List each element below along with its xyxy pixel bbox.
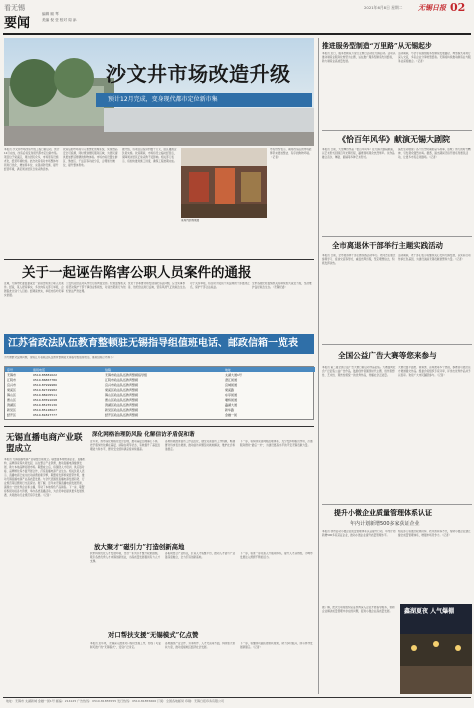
lead-body-col-4: 市民纷纷表示，期待改造后的市场能够带来更加整洁、有序的购物环境。（记者） <box>270 148 312 159</box>
right-rule-3 <box>322 344 472 345</box>
talent-headline: 放大聚才“磁引力”打造创新高地 <box>94 543 185 551</box>
quality-body-1: 本报讯 我市启动小微企业质量管理体系认证提升行动，年内计划新增500多家获证企业，推动小微企业提升质量管理水平。 <box>322 530 396 537</box>
masthead <box>0 0 474 36</box>
assistance-body-2: 各地围绕产业合作、劳务协作、人才交流等方面，持续加大帮扶力度，推动受援地区经济社会发展。 <box>165 642 236 649</box>
table-header-cell: 地址 <box>225 367 232 372</box>
table-cell: 东亭街道 <box>225 393 238 397</box>
retirees-body-1: 本报讯 日前，全市离退休干部主题实践活动举行。老同志们通过参观学习、座谈交流等形式，重温光辉历程，坚定理想信念，积极发挥余热。 <box>322 254 396 265</box>
table-cell: 江阴市 <box>7 378 17 382</box>
table-cell: 宜兴市 <box>7 383 17 387</box>
table-cell: 锡山区 <box>7 393 17 397</box>
right-rule-4 <box>322 504 472 505</box>
livestream-headline: 无锡直播电商产业联盟成立 <box>6 433 83 454</box>
lead-photo-caption: 菜场内部效果图 <box>181 219 200 222</box>
market-interior-image <box>181 148 267 218</box>
right-rule-2 <box>322 236 472 237</box>
service-manufacturing-body-1: 本报讯 近日，服务型制造万里行主题日活动在无锡启动。活动以推动制造业服务化转型为主题，旨在推广服务型制造先进经验，助力制造业高质量发展。 <box>322 52 396 63</box>
table-cell: 惠山区政法队伍教育整顿 <box>105 398 139 402</box>
table-header-cell: 信箱 <box>105 367 112 372</box>
table-cell: 新吴区 <box>7 408 17 412</box>
table-cell: 梁溪路 <box>225 388 235 392</box>
table-cell: 无锡市 <box>7 373 17 377</box>
table-header-row <box>5 367 315 372</box>
talent-body-1: 我市持续优化人才发展环境，出台一系列引才聚才政策措施，吸引各类优秀人才来锡创新创业，为高质量发展提供有力人才支撑。 <box>90 552 161 563</box>
grid-governance-body-3: 下一步，将持续完善网格治理体系，充分发挥网格员作用，打通服务群众“最后一米”，为建设更高水平的平安无锡贡献力量。 <box>240 440 313 447</box>
table-cell: 0510-86867780 <box>33 378 57 382</box>
night-scene-photo <box>400 604 472 694</box>
table-cell: 新华路 <box>225 408 235 412</box>
court-body-col-2: 公安机关依法对其作出行政拘留处罚。纪检监察机关将坚决保护干部干事创业积极性，对诬告陷害行为依纪依法严肃处理。 <box>66 282 126 293</box>
table-cell: 0510-82729982 <box>33 388 57 392</box>
lead-headline: 沙文井市场改造升级 <box>106 62 291 86</box>
court-body-col-5: 全市各级纪检监察机关将持续加大查处力度，坚决维护良好政治生态。（无锡纪委） <box>252 282 312 289</box>
table-cell: 0510-81827777 <box>33 413 57 417</box>
lead-subhead <box>96 93 312 107</box>
ad-contest-body-1: 本报讯 第二届全国公益广告大赛日前启动作品征集。大赛面向社会广泛征集公益广告作品，鼓励创作者围绕时代主题，创作思想性、艺术性、观赏性相统一的优秀作品，传播社会正能量。 <box>322 366 396 377</box>
table-header-cell: 序号 <box>7 367 14 372</box>
hotline-intro: 为方便群众反映问题，现将江苏省政法队伍教育整顿驻无锡指导组值班电话、邮政信箱公布如下： <box>4 356 116 359</box>
court-body-col-4: 对于失实举报，将及时为受到不实反映的干部澄清正名，保护干部合法权益。 <box>190 282 250 289</box>
table-cell: 江阴市政法队伍教育整顿 <box>105 378 139 382</box>
theatre-headline: 《恰百年风华》献演无锡大剧院 <box>338 134 450 144</box>
market-exterior-image <box>4 38 314 146</box>
night-crowd-image <box>400 604 472 694</box>
table-cell: 经开区政法队伍教育整顿 <box>105 413 139 417</box>
retirees-headline: 全市离退休干部举行主题实践活动 <box>332 241 443 250</box>
column-separator <box>318 38 319 694</box>
table-cell: 0510-85881022 <box>33 373 57 377</box>
bottom-section-rule <box>4 426 314 427</box>
ad-contest-body-2: 大赛设置平面类、视频类、音频类等多个类别，参赛者可通过官方渠道提交作品。组委会将组织专家评审，评选出优秀作品并予以表彰。欢迎广大市民踊跃参与。（记者） <box>398 366 471 377</box>
retirees-body-2: 活动期间，老干部们表示将继续关心支持无锡发展，以实际行动传承红色基因，为建设美丽无锡贡献智慧和力量。（记者） <box>398 254 471 261</box>
court-top-rule <box>4 259 314 260</box>
section-title: 要闻 <box>4 16 31 31</box>
table-cell: 0510-85155130 <box>33 403 57 407</box>
table-cell: 0510-87999980 <box>33 383 57 387</box>
table-cell: 0510-88205511 <box>33 393 57 397</box>
table-cell: 梁溪区政法队伍教育整顿 <box>105 388 139 392</box>
masthead-rule <box>3 33 471 35</box>
table-cell: 0510-85128027 <box>33 408 57 412</box>
talent-body-3: 下一步，将进一步完善人才服务体系，提升人才获得感，为城市发展注入源源不断的活力。 <box>240 552 313 559</box>
lead-body-col-3: 据介绍，该项目总投资约数千万元，由区属国企负责实施。改造期间，市场将设立临时经营点，保障周边居民正常采购不受影响。相关部门表示，将加快推进施工进度，确保工程按期完成。 <box>122 148 177 163</box>
lead-body-col-2: 改造后的市场将引入智慧化管理系统，实现食品安全可追溯，同时规划便民服务区域，为居民提供更加舒适便捷的购物体验。市场内将设置生鲜区、熟食区、干货区等功能分区，合理划分摊位，提升整体形象。 <box>63 148 118 167</box>
court-headline: 关于一起诬告陷害公职人员案件的通报 <box>22 265 252 281</box>
table-cell: 0510-83591098 <box>33 398 57 402</box>
paper-name: 无锡日报 <box>418 3 446 12</box>
table-cell: 宜城街道 <box>225 383 238 387</box>
quality-headline: 提升小微企业质量管理体系认证 <box>334 508 432 517</box>
issue-date: 2021年6月8日 星期二 <box>364 5 403 10</box>
theatre-body-1: 本报讯 日前，大型舞台作品《恰百年风华》在无锡大剧院献演，以艺术形式回顾百年光辉历程，赢得现场观众热烈掌声。该作品融合音乐、舞蹈、朗诵等多种艺术形式。 <box>322 148 396 159</box>
footer-text: 地址：无锡市 太湖新城 金融一街1号 邮编：214125 广告热线：0510-81855555 发行热线：0510-81855666 订阅：全国各地邮局 印刷：无锡日报印务有限公司 <box>6 699 225 703</box>
table-cell: 宜兴市政法队伍教育整顿 <box>105 383 139 387</box>
hotline-table <box>4 366 314 420</box>
grid-governance-body-1: 近年来，我市深化网格化社会治理，推动基层治理重心下移，把矛盾纠纷化解在基层、消除在萌芽状态，有效提升了基层治理能力和水平，群众安全感和满意度持续提高。 <box>90 440 161 451</box>
table-cell: 经开区 <box>7 413 17 417</box>
talent-body-2: 各板块结合产业特点，打造人才集聚平台，推动人才链与产业链深度融合，全力打造创新高地。 <box>165 552 236 559</box>
assistance-body-1: 本报讯 近年来，无锡深入推进对口帮扶支援工作，形成了可复制可推广的“无锡模式”，受到广泛肯定。 <box>90 642 161 649</box>
table-cell: 梁溪区 <box>7 388 17 392</box>
editor-line-1: 编辑 顾 琴 <box>42 12 59 16</box>
quality-body-3: 据了解，此次行动将组织认证机构深入企业开展指导服务，帮助企业解决质量管理中存在的问题，促进小微企业高质量发展。 <box>322 606 395 613</box>
editor-line-2: 美编 倪 莹 校对 周 添 <box>42 18 77 22</box>
court-body-col-1: 近期，无锡市纪委监委查处一起诬告陷害公职人员案件。经查，某人捏造事实，多次向有关部门举报，企图借此达到个人目的。经调查核实，举报内容均无事实依据。 <box>4 282 64 297</box>
table-cell: 蠡湖大道 <box>225 403 238 407</box>
table-cell: 堰桥街道 <box>225 398 238 402</box>
hotline-headline: 江苏省政法队伍教育整顿驻无锡指导组值班电话、邮政信箱一览表 <box>8 338 298 349</box>
hotline-banner <box>4 334 314 354</box>
footer-rule <box>3 697 471 698</box>
grid-governance-body-2: 各地积极推进信访工作法治化，健全完善信访工作机制，畅通群众诉求表达渠道，推动信访问题及时就地解决，维护社会和谐稳定。 <box>165 440 236 451</box>
table-cell: 锡山区政法队伍教育整顿 <box>105 393 139 397</box>
table-cell: 澄江街道 <box>225 378 238 382</box>
grid-governance-headline: 深化网格治理防风险 化解信访矛盾促和谐 <box>92 432 195 438</box>
table-cell: 无锡市政法队伍教育整顿指导组 <box>105 373 148 377</box>
lead-subhead-text: 预计12月完成，变身现代都市定位新市集 <box>108 96 218 103</box>
court-body-col-3: 党员干部和群众如发现违纪违法问题，应当实事求是、依纪依法进行反映，营造风清气正的政治生态。 <box>128 282 188 289</box>
market-interior-photo <box>181 148 267 218</box>
table-cell: 滨湖区 <box>7 403 17 407</box>
service-manufacturing-headline: 推进服务型制造“万里路”从无锡起步 <box>322 42 432 50</box>
table-cell: 金融一街 <box>225 413 238 417</box>
table-cell: 惠山区 <box>7 398 17 402</box>
page-number: 02 <box>450 1 466 14</box>
right-rule-1 <box>322 130 472 131</box>
assistance-body-3: 下一步，将继续巩固拓展帮扶成果，助力乡村振兴，续写协作发展新篇章。（记者） <box>240 642 313 649</box>
theatre-body-2: 演出生动展现了各个历史时期的奋斗故事，讴歌了伟大的时代精神，引发观众强烈共鸣。据悉，演出期间还将开展系列惠民活动，让更多市民走进剧场。（记者） <box>398 148 471 159</box>
ad-contest-headline: 全国公益广告大赛等您来参与 <box>338 351 437 360</box>
quality-subhead: 年内计划新增500多家获证企业 <box>350 521 420 527</box>
table-cell: 新吴区政法队伍教育整顿 <box>105 408 139 412</box>
quality-body-2: 相关部门将通过政策扶持、技术帮扶等方式，帮助小微企业建立健全质量管理体系，增强市场竞争力。（记者） <box>398 530 471 537</box>
livestream-body: 本报讯 无锡直播电商产业联盟日前成立。联盟由本地电商企业、直播机构、品牌商家等共同发起，旨在整合产业资源，推动直播电商健康发展，助力本地品牌拓展市场。联盟成立后，将围绕人才培训、供应链对接、品牌孵化等方面开展合作，打造直播电商产业生态。相关负责人表示，直播电商已成为拉动消费的新引擎，联盟将发挥桥梁纽带作用，推动无锡直播电商产业高质量发展。与会代表围绕直播电商发展趋势、行业规范等话题进行交流探讨。据了解，近年来无锡直播电商发展迅速，涌现出一批优秀企业和主播，带动了本地特色产品销售。下一步，联盟将积极对接各方资源，举办各类直播活动，为会员单位提供更多发展机遇，共同推动行业规范有序发展。（记者） <box>4 458 86 497</box>
table-cell: 滨湖区政法队伍教育整顿 <box>105 403 139 407</box>
lead-body-col-1: 本报讯 沙文井市场改造升级工程日前启动，预计12月完成，改造后将变身现代都市定位新市集。项目位于梁溪区，周边居民众多，市场原有设施老化，经营环境较差。此次改造将对市场整体布局进行优化，增加停车位、完善消防设施、提升经营环境，满足周边居民日常采购需求。 <box>4 148 60 171</box>
night-photo-caption: 鑫湖夏夜 人气爆棚 <box>404 608 455 615</box>
section-small: 看无锡 <box>4 4 25 12</box>
table-cell: 太湖大道1号 <box>225 373 242 377</box>
lead-photo <box>4 38 314 146</box>
assistance-headline: 对口帮扶支援“无锡模式”亿点赞 <box>108 631 199 639</box>
service-manufacturing-body-2: 活动期间，与会专家围绕服务型制造发展路径、典型模式等进行深入交流，多家企业分享转型经验。无锡将持续推动制造业与服务业深度融合。（记者） <box>398 52 471 63</box>
table-header-cell: 值班电话 <box>33 367 46 372</box>
